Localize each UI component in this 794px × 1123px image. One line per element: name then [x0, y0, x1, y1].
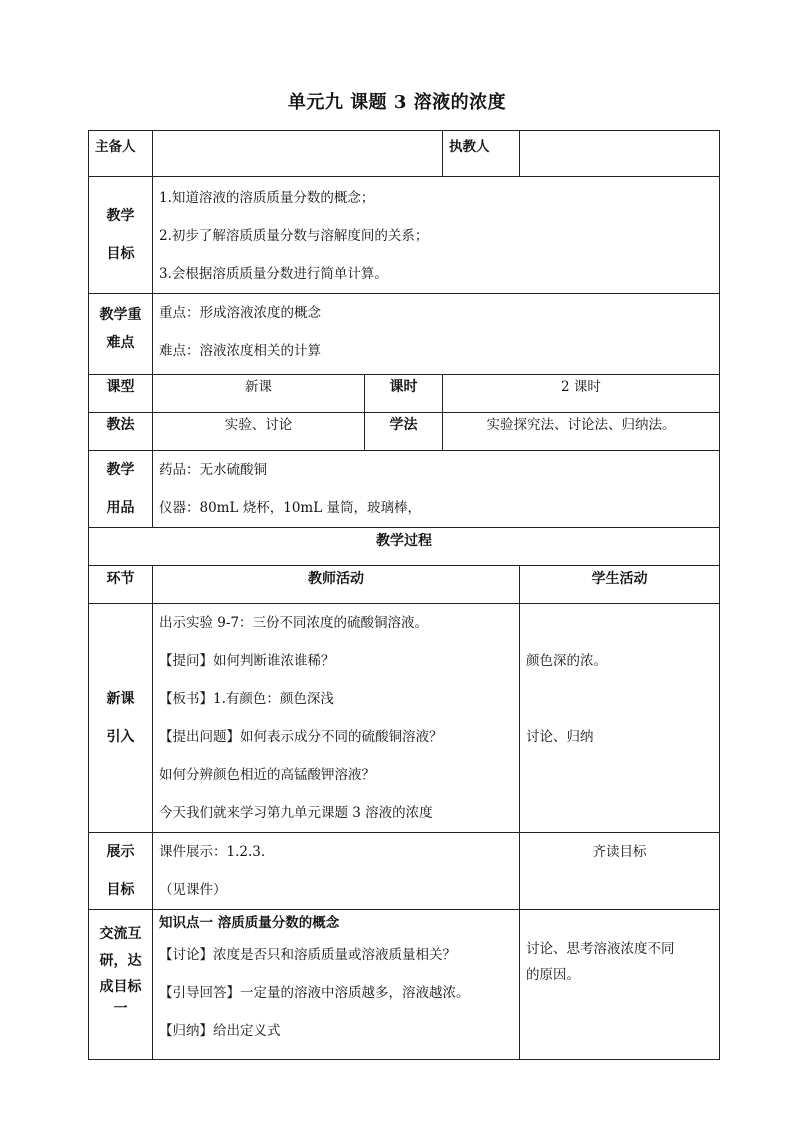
student-line [526, 910, 719, 936]
goals-teacher [153, 833, 520, 910]
intro-teacher [153, 604, 520, 833]
key-points-row [89, 294, 720, 375]
intro-label: 新课 引入 [89, 604, 153, 833]
learn-method-label: 学法 [365, 413, 443, 451]
col-stage: 环节 [89, 566, 153, 604]
goals-student [520, 833, 720, 910]
exchange-row [89, 910, 720, 1060]
student-line: 讨论、思考溶液浓度不同 [526, 941, 675, 957]
objective-line: 1.知道溶液的溶质质量分数的概念； [159, 190, 375, 206]
student-line: 颜色深的浓。 [526, 653, 607, 669]
teacher-line: 【提出问题】如何表示成分不同的硫酸铜溶液？ [159, 729, 443, 745]
materials-label: 教学 用品 [89, 451, 153, 528]
course-type-label: 课型 [89, 375, 153, 413]
teacher-line: 今天我们就来学习第九单元课题 3 溶液的浓度 [159, 805, 433, 821]
learn-method-value: 实验探究法、讨论法、归纳法。 [443, 413, 720, 451]
key-points-label: 教学重 难点 [89, 294, 153, 375]
col-teacher: 教师活动 [153, 566, 520, 604]
header-row [89, 131, 720, 177]
process-heading-row [89, 528, 720, 566]
key-point-line: 难点：溶液浓度相关的计算 [159, 343, 321, 359]
methods-row [89, 413, 720, 451]
hours-value: 2 课时 [443, 375, 720, 413]
col-student: 学生活动 [520, 566, 720, 604]
material-line: 药品：无水硫酸铜 [159, 462, 267, 478]
teach-method-label: 教法 [89, 413, 153, 451]
teacher-line: （见课件） [159, 882, 227, 898]
objective-line: 3.会根据溶质质量分数进行简单计算。 [159, 266, 388, 282]
key-points-content [153, 294, 720, 375]
student-line [526, 680, 719, 718]
objective-line: 2.初步了解溶质质量分数与溶解度间的关系； [159, 228, 429, 244]
process-heading: 教学过程 [89, 528, 720, 566]
objectives-content [153, 177, 720, 294]
materials-row [89, 451, 720, 528]
preparer-label: 主备人 [89, 131, 153, 177]
teacher-label: 执教人 [443, 131, 520, 177]
goals-label: 展示 目标 [89, 833, 153, 910]
intro-student [520, 604, 720, 833]
teacher-line: 【归纳】给出定义式 [159, 1023, 281, 1039]
material-line: 仪器：80mL 烧杯，10mL 量筒，玻璃棒， [159, 500, 421, 516]
intro-row [89, 604, 720, 833]
page-title: 单元九 课题 3 溶液的浓度 [287, 92, 507, 113]
teacher-line: 课件展示：1.2.3. [159, 844, 266, 860]
teacher-line: 【引导回答】一定量的溶液中溶质越多，溶液越浓。 [159, 985, 470, 1001]
teacher-line: 出示实验 9-7：三份不同浓度的硫酸铜溶液。 [159, 615, 429, 631]
exchange-label: 交流互 研，达 成目标 一 [89, 910, 153, 1060]
course-type-value: 新课 [153, 375, 365, 413]
hours-label: 课时 [365, 375, 443, 413]
student-line: 的原因。 [526, 967, 580, 983]
exchange-teacher [153, 910, 520, 1060]
teacher-value [520, 131, 720, 177]
teacher-line: 【板书】1.有颜色：颜色深浅 [159, 691, 334, 707]
goals-row [89, 833, 720, 910]
course-type-row [89, 375, 720, 413]
student-line: 齐读目标 [592, 844, 647, 860]
objectives-label: 教学 目标 [89, 177, 153, 294]
teach-method-value: 实验、讨论 [153, 413, 365, 451]
materials-content [153, 451, 720, 528]
teacher-line: 知识点一 溶质质量分数的概念 [159, 915, 340, 931]
teacher-line: 如何分辨颜色相近的高锰酸钾溶液？ [159, 767, 375, 783]
key-point-line: 重点：形成溶液浓度的概念 [159, 305, 321, 321]
teacher-line: 【讨论】浓度是否只和溶质质量或溶液质量相关？ [159, 947, 456, 963]
preparer-value [153, 131, 443, 177]
student-line [526, 604, 719, 642]
student-line: 讨论、归纳 [526, 729, 594, 745]
objectives-row [89, 177, 720, 294]
lesson-plan-table [88, 130, 720, 1060]
exchange-student [520, 910, 720, 1060]
process-columns-row [89, 566, 720, 604]
teacher-line: 【提问】如何判断谁浓谁稀？ [159, 653, 335, 669]
